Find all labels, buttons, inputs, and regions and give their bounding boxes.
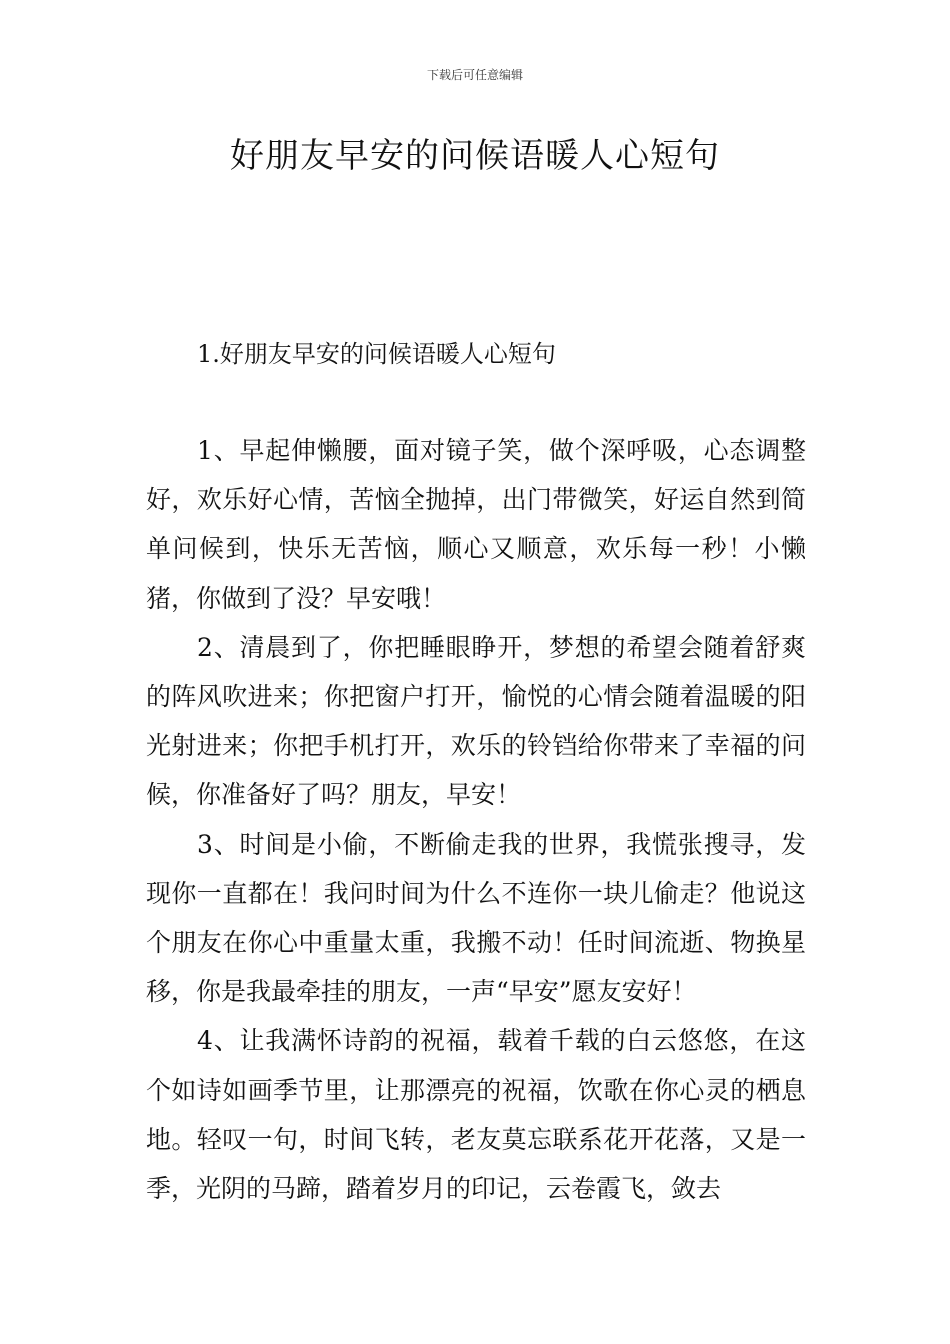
document-title: 好朋友早安的问候语暖人心短句 [230,136,720,176]
paragraph-2: 2、清晨到了，你把睡眼睁开，梦想的希望会随着舒爽的阵风吹进来；你把窗户打开，愉悦的心情会随着温暖的阳光射进来；你把手机打开，欢乐的铃铛给你带来了幸福的问候，你准备好了吗？朋友，早安！ [146,632,806,810]
paragraph-1: 1、早起伸懒腰，面对镜子笑，做个深呼吸，心态调整好，欢乐好心情，苦恼全抛掉，出门带微笑，好运自然到简单问候到，快乐无苦恼，顺心又顺意，欢乐每一秒！小懒猪，你做到了没？早安哦！ [146,436,806,613]
section-heading: 1.好朋友早安的问候语暖人心短句 [197,340,556,368]
paragraph-3: 3、时间是小偷，不断偷走我的世界，我慌张搜寻，发现你一直都在！我问时间为什么不连你一块儿偷走？他说这个朋友在你心中重量太重，我搬不动！任时间流逝、物换星移，你是我最牵挂的朋友，一声“早安”愿友安好！ [146,829,806,1007]
paragraph-4: 4、让我满怀诗韵的祝福，载着千载的白云悠悠，在这个如诗如画季节里，让那漂亮的祝福，饮歌在你心灵的栖息地。轻叹一句，时间飞转，老友莫忘联系花开花落，又是一季，光阴的马蹄，踏着岁月的印记，云卷霞飞，敛去 [146,1026,806,1204]
page-header-note: 下载后可任意编辑 [426,68,523,82]
document-body [146,426,806,1213]
